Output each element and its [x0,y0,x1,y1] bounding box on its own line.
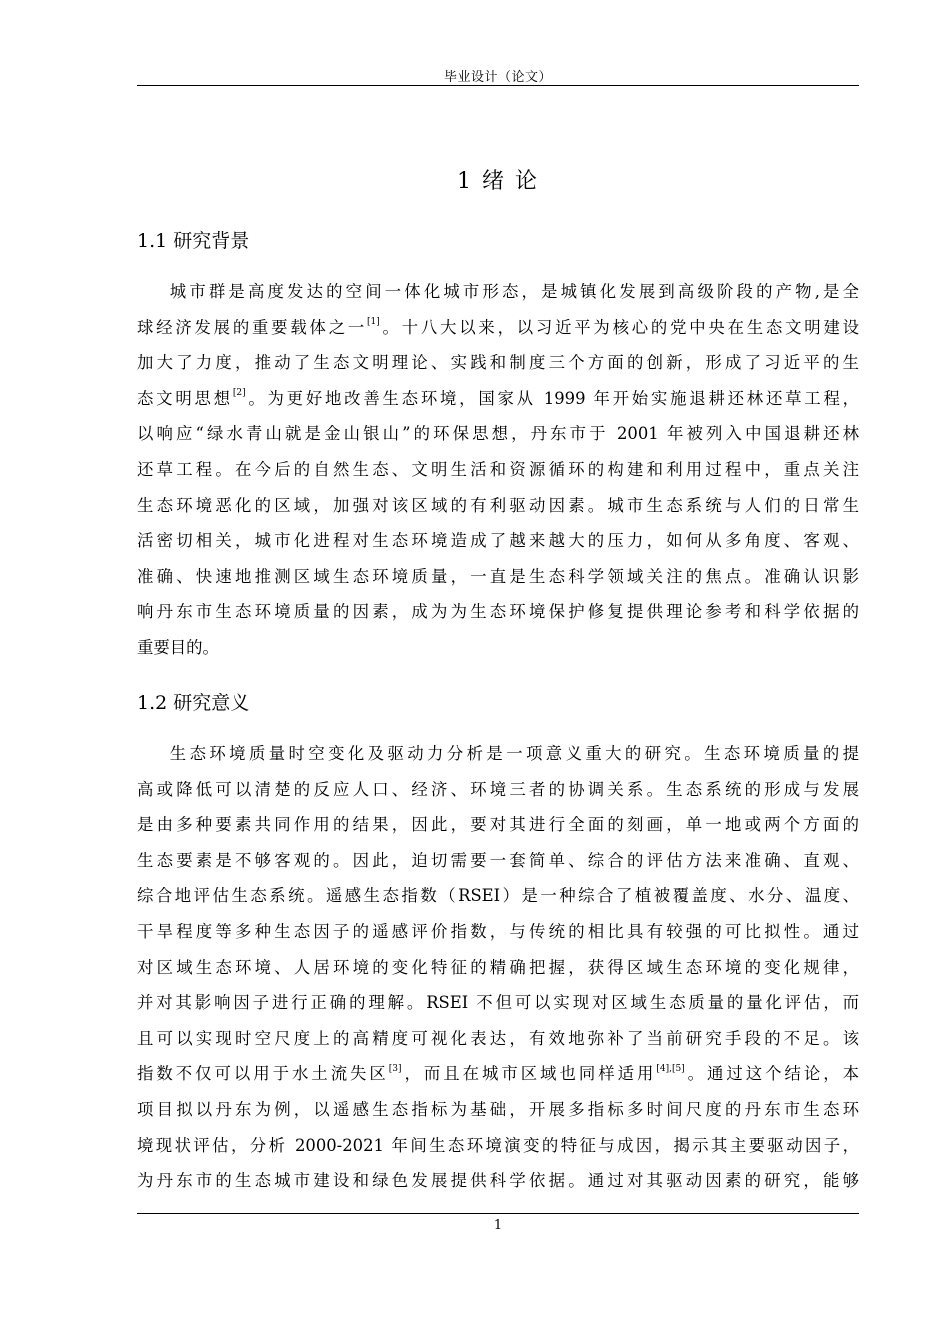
text-line: 项目拟以丹东为例，以遥感生态指标为基础，开展多指标多时间尺度的丹东市生态环 [137,1099,859,1119]
text-line: 为丹东市的生态城市建设和绿色发展提供科学依据。通过对其驱动因素的研究，能够 [137,1171,859,1191]
text-line: 是由多种要素共同作用的结果，因此，要对其进行全面的刻画，单一地或两个方面的 [137,815,859,835]
text-line: 加大了力度，推动了生态文明理论、实践和制度三个方面的创新，形成了习近平的生 [137,353,859,373]
citation: [2] [232,388,246,399]
text-line: 生态环境恶化的区域，加强对该区域的有利驱动因素。城市生态系统与人们的日常生 [137,495,859,515]
header-rule [137,85,859,86]
text-line: 并对其影响因子进行正确的理解。RSEI 不但可以实现对区域生态质量的量化评估，而 [137,993,859,1013]
paragraph-significance [137,736,859,1199]
page-number: 1 [493,1218,503,1233]
text-line: 高或降低可以清楚的反应人口、经济、环境三者的协调关系。生态系统的形成与发展 [137,779,859,799]
text-line: 对区域生态环境、人居环境的变化特征的精确把握，获得区域生态环境的变化规律， [137,957,859,977]
text-line: 境现状评估，分析 2000-2021 年间生态环境演变的特征与成因，揭示其主要驱动因子， [137,1135,859,1155]
chapter-title: 1 绪 论 [457,169,539,194]
section-heading-significance: 1.2 研究意义 [137,692,250,714]
text-line: 响丹东市生态环境质量的因素，成为为生态环境保护修复提供理论参考和科学依据的 [137,602,859,622]
section-heading-background: 1.1 研究背景 [137,230,250,252]
text-line: 态文明思想[2]。为更好地改善生态环境，国家从 1999 年开始实施退耕还林还草工程， [137,388,860,408]
footer-rule [137,1213,859,1214]
text-line: 以响应“绿水青山就是金山银山”的环保思想，丹东市于 2001 年被列入中国退耕还林 [137,424,859,444]
text-line: 生态要素是不够客观的。因此，迫切需要一套简单、综合的评估方法来准确、直观、 [137,850,859,870]
paragraph-background [137,274,859,666]
text-line: 指数不仅可以用于水土流失区[3]，而且在城市区域也同样适用[4],[5]。通过这个结论，本 [137,1063,860,1084]
citation: [1] [367,317,380,328]
text-line: 还草工程。在今后的自然生态、文明生活和资源循环的构建和利用过程中，重点关注 [137,459,859,479]
text-line: 重要目的。 [137,637,219,657]
text-line: 球经济发展的重要载体之一[1]。十八大以来，以习近平为核心的党中央在生态文明建设 [137,317,860,337]
text-line: 干旱程度等多种生态因子的遥感评价指数，与传统的相比具有较强的可比拟性。通过 [137,921,859,941]
page-header: 毕业设计（论文） [443,70,552,85]
text-line: 活密切相关，城市化进程对生态环境造成了越来越大的压力，如何从多角度、客观、 [137,531,859,551]
text-line: 准确、快速地推测区域生态环境质量，一直是生态科学领域关注的焦点。准确认识影 [137,566,859,586]
text-line: 综合地评估生态系统。遥感生态指数（RSEI）是一种综合了植被覆盖度、水分、温度、 [137,886,859,906]
text-line: 城市群是高度发达的空间一体化城市形态，是城镇化发展到高级阶段的产物,是全 [169,282,859,301]
text-line: 生态环境质量时空变化及驱动力分析是一项意义重大的研究。生态环境质量的提 [169,744,859,763]
citation: [3] [388,1063,402,1074]
text-line: 且可以实现时空尺度上的高精度可视化表达，有效地弥补了当前研究手段的不足。该 [137,1028,859,1048]
citation: [4],[5] [656,1063,685,1074]
